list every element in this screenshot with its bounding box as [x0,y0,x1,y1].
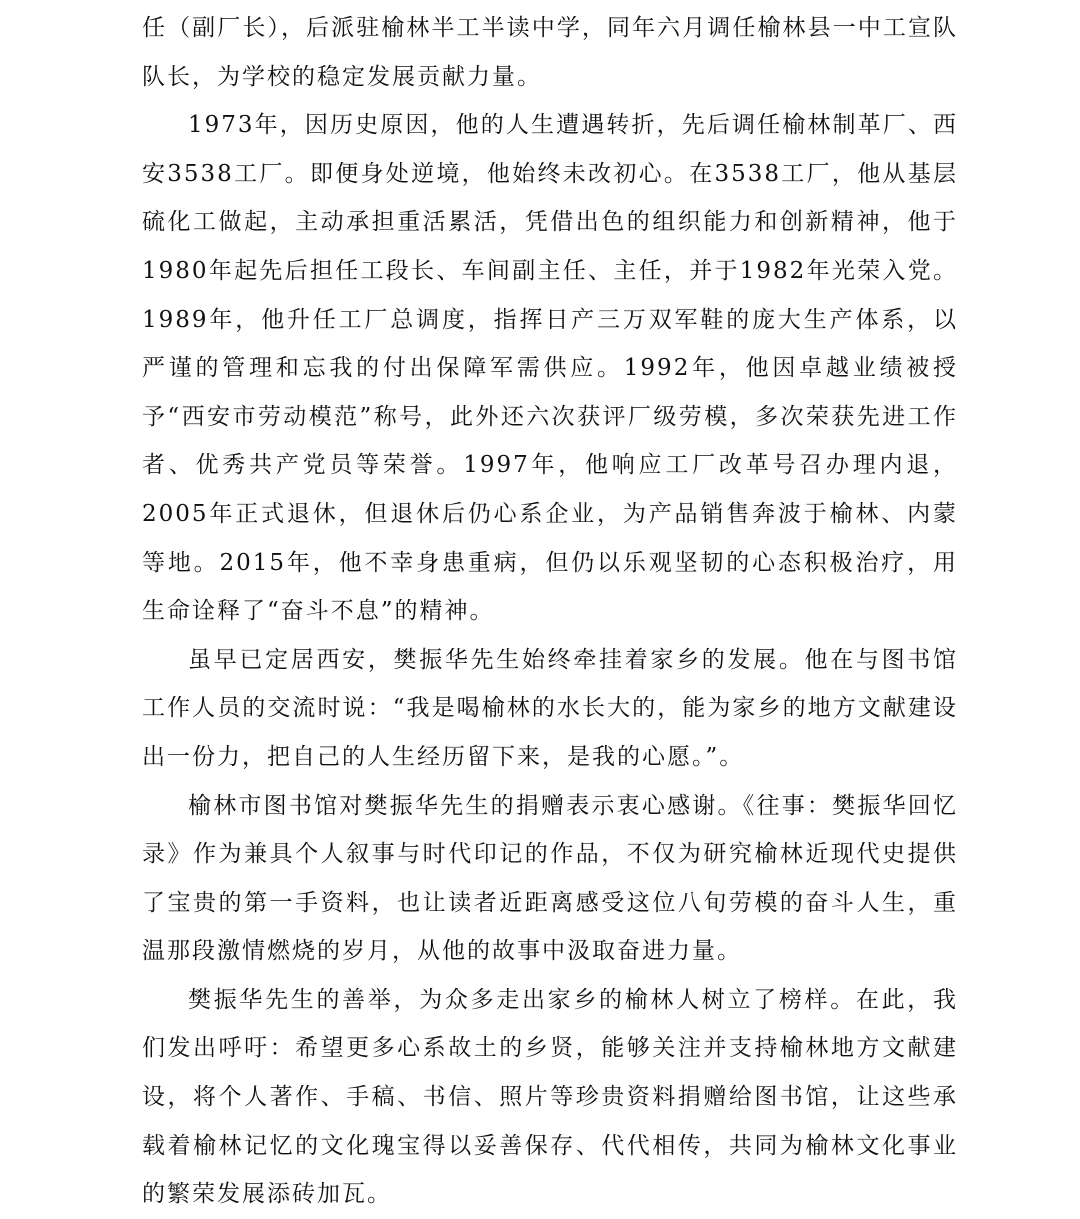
paragraph-career: 1973年，因历史原因，他的人生遭遇转折，先后调任榆林制革厂、西安3538工厂。即便身处逆境，他始终未改初心。在3538工厂，他从基层硫化工做起，主动承担重活累活，凭借出色的组织能力和创新精神，他于1980年起先后担任工段长、车间副主任、主任，并于1982年光荣入党。1989年，他升任工厂总调度，指挥日产三万双军鞋的庞大生产体系，以严谨的管理和忘我的付出保障军需供应。1992年，他因卓越业绩被授予“西安市劳动模范”称号，此外还六次获评厂级劳模，多次荣获先进工作者、优秀共产党员等荣誉。1997年，他响应工厂改革号召办理内退，2005年正式退休，但退休后仍心系企业，为产品销售奔波于榆林、内蒙等地。2015年，他不幸身患重病，但仍以乐观坚韧的心态积极治疗，用生命诠释了“奋斗不息”的精神。 [142,112,958,625]
document-body [142,4,958,1219]
paragraph-hometown: 虽早已定居西安，樊振华先生始终牵挂着家乡的发展。他在与图书馆工作人员的交流时说：“我是喝榆林的水长大的，能为家乡的地方文献建设出一份力，把自己的人生经历留下来，是我的心愿。”。 [142,646,958,770]
paragraph-appeal: 樊振华先生的善举，为众多走出家乡的榆林人树立了榜样。在此，我们发出呼吁：希望更多心系故土的乡贤，能够关注并支持榆林地方文献建设，将个人著作、手稿、书信、照片等珍贵资料捐赠给图书馆，让这些承载着榆林记忆的文化瑰宝得以妥善保存、代代相传，共同为榆林文化事业的繁荣发展添砖加瓦。 [142,986,958,1208]
paragraph-library-thanks: 榆林市图书馆对樊振华先生的捐赠表示衷心感谢。《往事：樊振华回忆录》作为兼具个人叙事与时代印记的作品，不仅为研究榆林近现代史提供了宝贵的第一手资料，也让读者近距离感受这位八旬劳模的奋斗人生，重温那段激情燃烧的岁月，从他的故事中汲取奋进力量。 [142,792,958,965]
paragraph-continued: 任（副厂长），后派驻榆林半工半读中学，同年六月调任榆林县一中工宣队队长，为学校的稳定发展贡献力量。 [142,15,958,90]
